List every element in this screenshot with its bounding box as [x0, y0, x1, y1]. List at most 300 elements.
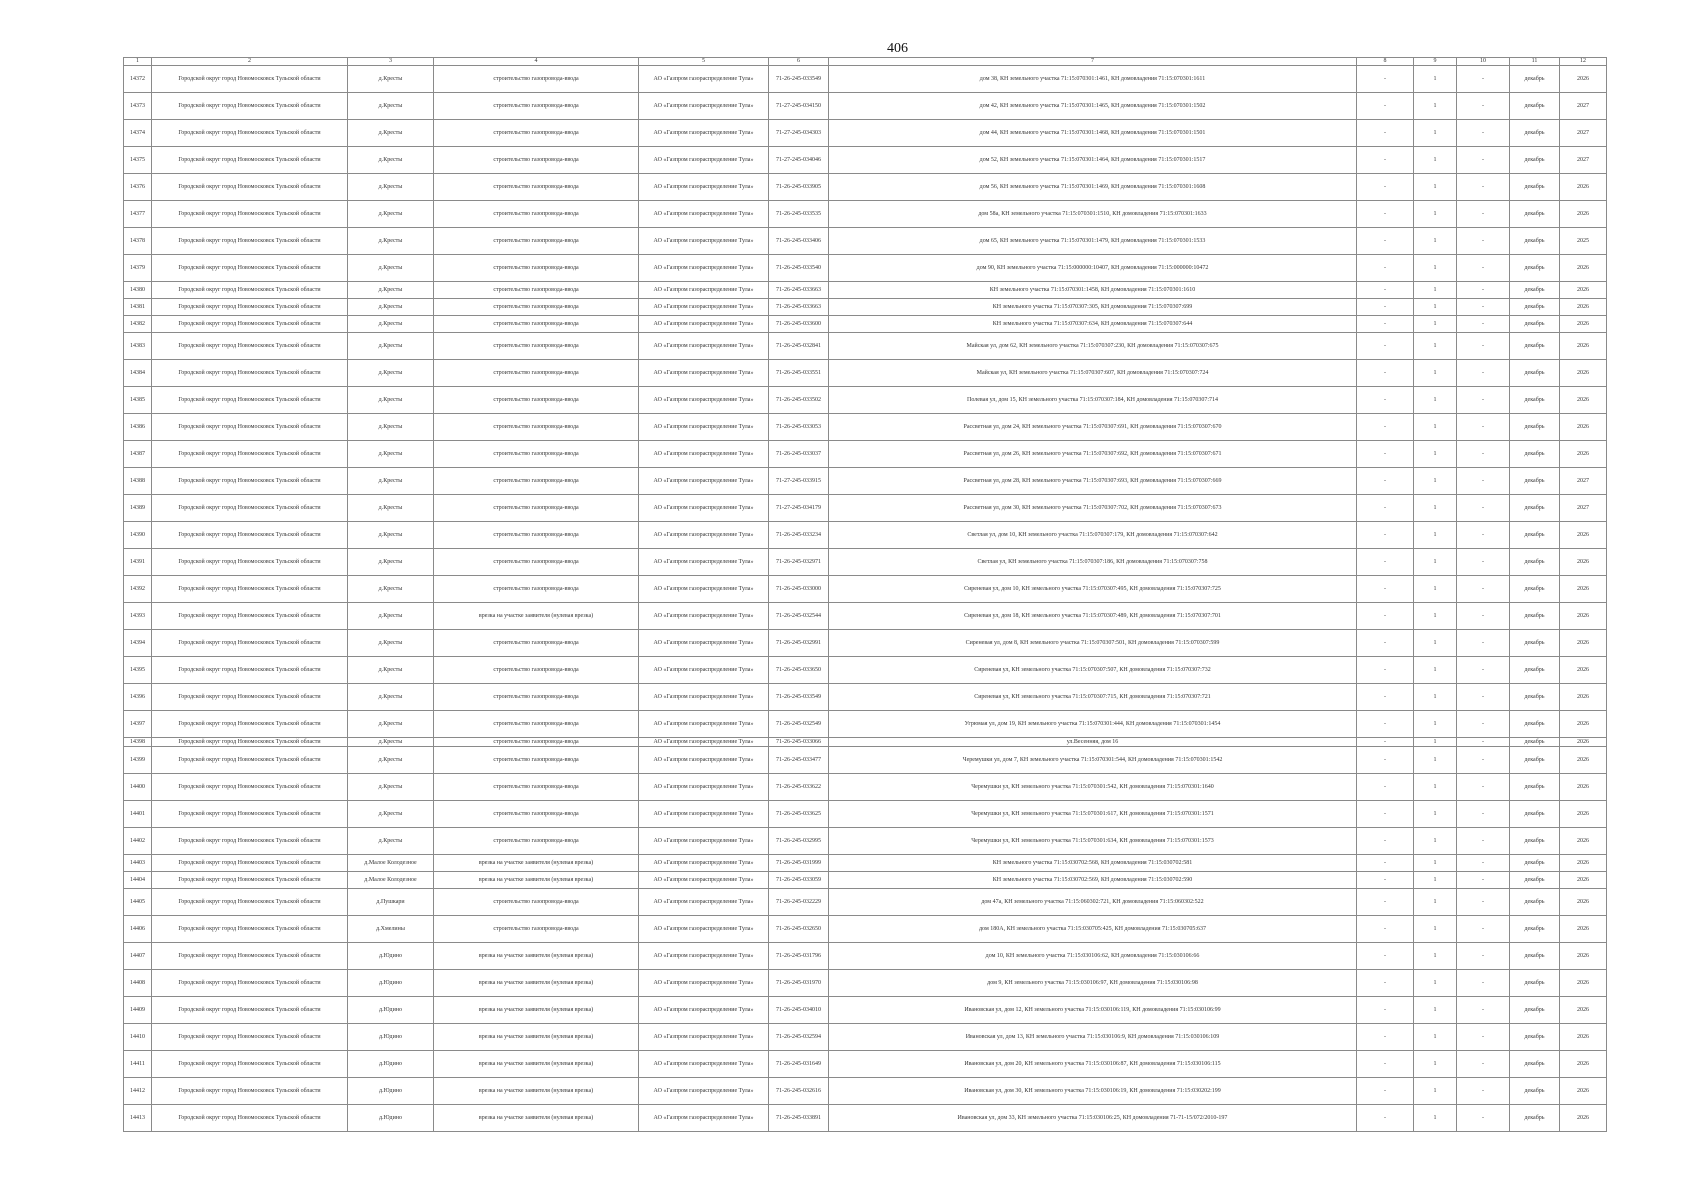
year-cell: 2026	[1560, 414, 1607, 441]
organization-cell: АО «Газпром газораспределение Тула»	[639, 997, 769, 1024]
row-number-cell: 14407	[124, 943, 152, 970]
col8-cell: -	[1357, 1105, 1414, 1132]
organization-cell: АО «Газпром газораспределение Тула»	[639, 828, 769, 855]
municipality-cell: Городской округ город Новомосковск Тульской области	[152, 943, 348, 970]
work-type-cell: строительство газопровода-ввода	[434, 228, 639, 255]
settlement-cell: д.Кресты	[348, 147, 434, 174]
quantity-cell: 1	[1414, 147, 1457, 174]
col8-cell: -	[1357, 93, 1414, 120]
organization-cell: АО «Газпром газораспределение Тула»	[639, 93, 769, 120]
table-row	[124, 316, 1607, 333]
col8-cell: -	[1357, 468, 1414, 495]
month-cell: декабрь	[1510, 120, 1560, 147]
year-cell: 2026	[1560, 333, 1607, 360]
quantity-cell: 1	[1414, 657, 1457, 684]
organization-cell: АО «Газпром газораспределение Тула»	[639, 360, 769, 387]
quantity-cell: 1	[1414, 576, 1457, 603]
organization-cell: АО «Газпром газораспределение Тула»	[639, 747, 769, 774]
organization-cell: АО «Газпром газораспределение Тула»	[639, 801, 769, 828]
month-cell: декабрь	[1510, 549, 1560, 576]
year-cell: 2026	[1560, 387, 1607, 414]
row-number-cell: 14375	[124, 147, 152, 174]
municipality-cell: Городской округ город Новомосковск Тульской области	[152, 916, 348, 943]
year-cell: 2026	[1560, 828, 1607, 855]
quantity-cell: 1	[1414, 522, 1457, 549]
year-cell: 2026	[1560, 576, 1607, 603]
quantity-cell: 1	[1414, 774, 1457, 801]
work-type-cell: врезка на участке заявителя (нулевая врезка)	[434, 855, 639, 872]
row-number-cell: 14401	[124, 801, 152, 828]
application-number-cell: 71-26-245-034010	[769, 997, 829, 1024]
settlement-cell: д.Кресты	[348, 255, 434, 282]
row-number-cell: 14378	[124, 228, 152, 255]
col8-cell: -	[1357, 495, 1414, 522]
table-row	[124, 872, 1607, 889]
application-number-cell: 71-26-245-033037	[769, 441, 829, 468]
organization-cell: АО «Газпром газораспределение Тула»	[639, 316, 769, 333]
work-type-cell: строительство газопровода-ввода	[434, 147, 639, 174]
row-number-cell: 14408	[124, 970, 152, 997]
row-number-cell: 14398	[124, 738, 152, 747]
quantity-cell: 1	[1414, 747, 1457, 774]
col8-cell: -	[1357, 333, 1414, 360]
table-row	[124, 657, 1607, 684]
table-row	[124, 414, 1607, 441]
month-cell: декабрь	[1510, 66, 1560, 93]
table-row	[124, 282, 1607, 299]
col10-cell: -	[1457, 333, 1510, 360]
application-number-cell: 71-26-245-033234	[769, 522, 829, 549]
municipality-cell: Городской округ город Новомосковск Тульской области	[152, 66, 348, 93]
col8-cell: -	[1357, 997, 1414, 1024]
month-cell: декабрь	[1510, 970, 1560, 997]
organization-cell: АО «Газпром газораспределение Тула»	[639, 228, 769, 255]
work-type-cell: строительство газопровода-ввода	[434, 299, 639, 316]
address-cell: Светлая ул, дом 10, КН земельного участка 71:15:070307:179, КН домовладения 71:15:070307:642	[829, 522, 1357, 549]
address-cell: дом 90, КН земельного участка 71:15:000000:10407, КН домовладения 71:15:000000:10472	[829, 255, 1357, 282]
col8-cell: -	[1357, 801, 1414, 828]
row-number-cell: 14382	[124, 316, 152, 333]
municipality-cell: Городской округ город Новомосковск Тульской области	[152, 299, 348, 316]
address-cell: дом 180А, КН земельного участка 71:15:030705:425, КН домовладения 71:15:030705:637	[829, 916, 1357, 943]
settlement-cell: д.Юдино	[348, 1078, 434, 1105]
address-cell: дом 42, КН земельного участка 71:15:070301:1465, КН домовладения 71:15:070301:1502	[829, 93, 1357, 120]
address-cell: Сиреневая ул, КН земельного участка 71:15:070307:507, КН домовладения 71:15:070307:732	[829, 657, 1357, 684]
settlement-cell: д.Пушкари	[348, 889, 434, 916]
quantity-cell: 1	[1414, 228, 1457, 255]
application-number-cell: 71-26-245-033066	[769, 738, 829, 747]
quantity-cell: 1	[1414, 441, 1457, 468]
col10-cell: -	[1457, 801, 1510, 828]
col10-cell: -	[1457, 916, 1510, 943]
address-cell: КН земельного участка 71:15:030702:569, КН домовладения 71:15:030702:590	[829, 872, 1357, 889]
month-cell: декабрь	[1510, 801, 1560, 828]
row-number-cell: 14399	[124, 747, 152, 774]
quantity-cell: 1	[1414, 630, 1457, 657]
col8-cell: -	[1357, 299, 1414, 316]
table-row	[124, 603, 1607, 630]
address-cell: Черемушки ул, дом 7, КН земельного участка 71:15:070301:544, КН домовладения 71:15:070301:1542	[829, 747, 1357, 774]
month-cell: декабрь	[1510, 738, 1560, 747]
application-number-cell: 71-26-245-033406	[769, 228, 829, 255]
month-cell: декабрь	[1510, 576, 1560, 603]
page-number: 406	[887, 41, 908, 56]
organization-cell: АО «Газпром газораспределение Тула»	[639, 120, 769, 147]
address-cell: Черемушки ул, КН земельного участка 71:15:070301:617, КН домовладения 71:15:070301:1571	[829, 801, 1357, 828]
table-row	[124, 828, 1607, 855]
quantity-cell: 1	[1414, 387, 1457, 414]
application-number-cell: 71-26-245-033891	[769, 1105, 829, 1132]
municipality-cell: Городской округ город Новомосковск Тульской области	[152, 747, 348, 774]
municipality-cell: Городской округ город Новомосковск Тульской области	[152, 801, 348, 828]
year-cell: 2026	[1560, 970, 1607, 997]
work-type-cell: строительство газопровода-ввода	[434, 360, 639, 387]
application-number-cell: 71-26-245-033535	[769, 201, 829, 228]
settlement-cell: д.Кресты	[348, 299, 434, 316]
col10-cell: -	[1457, 1105, 1510, 1132]
table-header	[124, 58, 1607, 66]
col8-cell: -	[1357, 174, 1414, 201]
organization-cell: АО «Газпром газораспределение Тула»	[639, 147, 769, 174]
year-cell: 2026	[1560, 549, 1607, 576]
col10-cell: -	[1457, 360, 1510, 387]
col8-cell: -	[1357, 872, 1414, 889]
table-row	[124, 997, 1607, 1024]
work-type-cell: строительство газопровода-ввода	[434, 201, 639, 228]
quantity-cell: 1	[1414, 1105, 1457, 1132]
organization-cell: АО «Газпром газораспределение Тула»	[639, 1024, 769, 1051]
col10-cell: -	[1457, 774, 1510, 801]
organization-cell: АО «Газпром газораспределение Тула»	[639, 1051, 769, 1078]
address-cell: КН земельного участка 71:15:070307:634, КН домовладения 71:15:070307:644	[829, 316, 1357, 333]
quantity-cell: 1	[1414, 801, 1457, 828]
application-number-cell: 71-27-245-034150	[769, 93, 829, 120]
municipality-cell: Городской округ город Новомосковск Тульской области	[152, 774, 348, 801]
month-cell: декабрь	[1510, 255, 1560, 282]
col8-cell: -	[1357, 120, 1414, 147]
application-number-cell: 71-26-245-033625	[769, 801, 829, 828]
table-row	[124, 711, 1607, 738]
row-number-cell: 14400	[124, 774, 152, 801]
organization-cell: АО «Газпром газораспределение Тула»	[639, 1105, 769, 1132]
application-number-cell: 71-26-245-033551	[769, 360, 829, 387]
table-row	[124, 387, 1607, 414]
col10-cell: -	[1457, 299, 1510, 316]
settlement-cell: д.Кресты	[348, 495, 434, 522]
table-row	[124, 774, 1607, 801]
address-cell: Майская ул, КН земельного участка 71:15:070307:607, КН домовладения 71:15:070307:724	[829, 360, 1357, 387]
col10-cell: -	[1457, 855, 1510, 872]
table-row	[124, 1105, 1607, 1132]
row-number-cell: 14412	[124, 1078, 152, 1105]
table-row	[124, 360, 1607, 387]
month-cell: декабрь	[1510, 828, 1560, 855]
settlement-cell: д.Юдино	[348, 997, 434, 1024]
row-number-cell: 14386	[124, 414, 152, 441]
column-header-9: 9	[1414, 58, 1457, 66]
quantity-cell: 1	[1414, 174, 1457, 201]
column-header-11: 11	[1510, 58, 1560, 66]
col10-cell: -	[1457, 889, 1510, 916]
work-type-cell: строительство газопровода-ввода	[434, 549, 639, 576]
month-cell: декабрь	[1510, 657, 1560, 684]
municipality-cell: Городской округ город Новомосковск Тульской области	[152, 495, 348, 522]
work-type-cell: строительство газопровода-ввода	[434, 711, 639, 738]
organization-cell: АО «Газпром газораспределение Тула»	[639, 738, 769, 747]
municipality-cell: Городской округ город Новомосковск Тульской области	[152, 711, 348, 738]
col10-cell: -	[1457, 1024, 1510, 1051]
month-cell: декабрь	[1510, 603, 1560, 630]
settlement-cell: д.Кресты	[348, 282, 434, 299]
settlement-cell: д.Кресты	[348, 747, 434, 774]
year-cell: 2025	[1560, 228, 1607, 255]
quantity-cell: 1	[1414, 468, 1457, 495]
settlement-cell: д.Кресты	[348, 711, 434, 738]
work-type-cell: строительство газопровода-ввода	[434, 93, 639, 120]
table-row	[124, 576, 1607, 603]
work-type-cell: строительство газопровода-ввода	[434, 916, 639, 943]
col10-cell: -	[1457, 1051, 1510, 1078]
quantity-cell: 1	[1414, 255, 1457, 282]
work-type-cell: строительство газопровода-ввода	[434, 120, 639, 147]
col10-cell: -	[1457, 738, 1510, 747]
application-number-cell: 71-27-245-033915	[769, 468, 829, 495]
month-cell: декабрь	[1510, 943, 1560, 970]
work-type-cell: строительство газопровода-ввода	[434, 801, 639, 828]
year-cell: 2026	[1560, 774, 1607, 801]
year-cell: 2026	[1560, 603, 1607, 630]
settlement-cell: д.Юдино	[348, 943, 434, 970]
row-number-cell: 14374	[124, 120, 152, 147]
municipality-cell: Городской округ город Новомосковск Тульской области	[152, 174, 348, 201]
quantity-cell: 1	[1414, 1051, 1457, 1078]
settlement-cell: д.Кресты	[348, 333, 434, 360]
year-cell: 2026	[1560, 738, 1607, 747]
work-type-cell: строительство газопровода-ввода	[434, 333, 639, 360]
municipality-cell: Городской округ город Новомосковск Тульской области	[152, 333, 348, 360]
col10-cell: -	[1457, 522, 1510, 549]
month-cell: декабрь	[1510, 441, 1560, 468]
col8-cell: -	[1357, 747, 1414, 774]
row-number-cell: 14377	[124, 201, 152, 228]
settlement-cell: д.Кресты	[348, 657, 434, 684]
municipality-cell: Городской округ город Новомосковск Тульской области	[152, 201, 348, 228]
address-cell: Ивановская ул, дом 13, КН земельного участка 71:15:030106:9, КН домовладения 71:15:030106:109	[829, 1024, 1357, 1051]
municipality-cell: Городской округ город Новомосковск Тульской области	[152, 255, 348, 282]
row-number-cell: 14387	[124, 441, 152, 468]
work-type-cell: строительство газопровода-ввода	[434, 522, 639, 549]
settlement-cell: д.Кресты	[348, 316, 434, 333]
year-cell: 2026	[1560, 711, 1607, 738]
row-number-cell: 14379	[124, 255, 152, 282]
organization-cell: АО «Газпром газораспределение Тула»	[639, 657, 769, 684]
organization-cell: АО «Газпром газораспределение Тула»	[639, 66, 769, 93]
application-number-cell: 71-26-245-032841	[769, 333, 829, 360]
quantity-cell: 1	[1414, 201, 1457, 228]
settlement-cell: д.Юдино	[348, 1051, 434, 1078]
work-type-cell: врезка на участке заявителя (нулевая врезка)	[434, 872, 639, 889]
address-cell: Ивановская ул, дом 20, КН земельного участка 71:15:030106:87, КН домовладения 71:15:030106:115	[829, 1051, 1357, 1078]
col10-cell: -	[1457, 66, 1510, 93]
application-number-cell: 71-26-245-031999	[769, 855, 829, 872]
col8-cell: -	[1357, 738, 1414, 747]
application-number-cell: 71-26-245-032995	[769, 828, 829, 855]
table-row	[124, 916, 1607, 943]
table-row	[124, 970, 1607, 997]
col8-cell: -	[1357, 282, 1414, 299]
address-cell: дом 44, КН земельного участка 71:15:070301:1468, КН домовладения 71:15:070301:1501	[829, 120, 1357, 147]
col8-cell: -	[1357, 774, 1414, 801]
application-number-cell: 71-27-245-034303	[769, 120, 829, 147]
month-cell: декабрь	[1510, 997, 1560, 1024]
col10-cell: -	[1457, 997, 1510, 1024]
month-cell: декабрь	[1510, 711, 1560, 738]
year-cell: 2026	[1560, 1024, 1607, 1051]
row-number-cell: 14393	[124, 603, 152, 630]
col10-cell: -	[1457, 147, 1510, 174]
table-row	[124, 495, 1607, 522]
year-cell: 2026	[1560, 889, 1607, 916]
address-cell: Майская ул, дом 62, КН земельного участка 71:15:070307:230, КН домовладения 71:15:070307:675	[829, 333, 1357, 360]
col8-cell: -	[1357, 603, 1414, 630]
col8-cell: -	[1357, 889, 1414, 916]
row-number-cell: 14389	[124, 495, 152, 522]
col10-cell: -	[1457, 630, 1510, 657]
year-cell: 2026	[1560, 872, 1607, 889]
quantity-cell: 1	[1414, 603, 1457, 630]
work-type-cell: строительство газопровода-ввода	[434, 174, 639, 201]
settlement-cell: д.Кресты	[348, 576, 434, 603]
table-row	[124, 333, 1607, 360]
work-type-cell: строительство газопровода-ввода	[434, 747, 639, 774]
quantity-cell: 1	[1414, 333, 1457, 360]
quantity-cell: 1	[1414, 684, 1457, 711]
settlement-cell: д.Кресты	[348, 603, 434, 630]
organization-cell: АО «Газпром газораспределение Тула»	[639, 174, 769, 201]
col10-cell: -	[1457, 316, 1510, 333]
col8-cell: -	[1357, 1078, 1414, 1105]
row-number-cell: 14395	[124, 657, 152, 684]
settlement-cell: д.Кресты	[348, 549, 434, 576]
year-cell: 2026	[1560, 943, 1607, 970]
month-cell: декабрь	[1510, 201, 1560, 228]
col10-cell: -	[1457, 468, 1510, 495]
organization-cell: АО «Газпром газораспределение Тула»	[639, 630, 769, 657]
work-type-cell: врезка на участке заявителя (нулевая врезка)	[434, 1078, 639, 1105]
year-cell: 2027	[1560, 495, 1607, 522]
month-cell: декабрь	[1510, 147, 1560, 174]
work-type-cell: строительство газопровода-ввода	[434, 630, 639, 657]
col8-cell: -	[1357, 855, 1414, 872]
row-number-cell: 14372	[124, 66, 152, 93]
organization-cell: АО «Газпром газораспределение Тула»	[639, 299, 769, 316]
quantity-cell: 1	[1414, 738, 1457, 747]
municipality-cell: Городской округ город Новомосковск Тульской области	[152, 1105, 348, 1132]
row-number-cell: 14391	[124, 549, 152, 576]
col10-cell: -	[1457, 174, 1510, 201]
application-number-cell: 71-26-245-032616	[769, 1078, 829, 1105]
address-cell: дом 9, КН земельного участка 71:15:030106:97, КН домовладения 71:15:030106:98	[829, 970, 1357, 997]
col8-cell: -	[1357, 1024, 1414, 1051]
row-number-cell: 14384	[124, 360, 152, 387]
settlement-cell: д.Юдино	[348, 1024, 434, 1051]
organization-cell: АО «Газпром газораспределение Тула»	[639, 282, 769, 299]
address-cell: Сиреневая ул, дом 18, КН земельного участка 71:15:070307:489, КН домовладения 71:15:070307:701	[829, 603, 1357, 630]
table-row	[124, 630, 1607, 657]
col8-cell: -	[1357, 711, 1414, 738]
work-type-cell: строительство газопровода-ввода	[434, 657, 639, 684]
application-number-cell: 71-26-245-032594	[769, 1024, 829, 1051]
month-cell: декабрь	[1510, 1051, 1560, 1078]
year-cell: 2026	[1560, 360, 1607, 387]
municipality-cell: Городской округ город Новомосковск Тульской области	[152, 147, 348, 174]
year-cell: 2026	[1560, 201, 1607, 228]
municipality-cell: Городской округ город Новомосковск Тульской области	[152, 872, 348, 889]
table-row	[124, 855, 1607, 872]
address-cell: Ивановская ул, дом 33, КН земельного участка 71:15:030106:25, КН домовладения 71-71-15/072/2010-197	[829, 1105, 1357, 1132]
year-cell: 2027	[1560, 120, 1607, 147]
month-cell: декабрь	[1510, 1024, 1560, 1051]
month-cell: декабрь	[1510, 774, 1560, 801]
row-number-cell: 14392	[124, 576, 152, 603]
settlement-cell: д.Кресты	[348, 828, 434, 855]
address-cell: КН земельного участка 71:15:070307:305, КН домовладения 71:15:070307:699	[829, 299, 1357, 316]
quantity-cell: 1	[1414, 549, 1457, 576]
col8-cell: -	[1357, 387, 1414, 414]
settlement-cell: д.Кресты	[348, 441, 434, 468]
year-cell: 2026	[1560, 997, 1607, 1024]
municipality-cell: Городской округ город Новомосковск Тульской области	[152, 828, 348, 855]
municipality-cell: Городской округ город Новомосковск Тульской области	[152, 1051, 348, 1078]
municipality-cell: Городской округ город Новомосковск Тульской области	[152, 997, 348, 1024]
table-row	[124, 174, 1607, 201]
municipality-cell: Городской округ город Новомосковск Тульской области	[152, 228, 348, 255]
municipality-cell: Городской округ город Новомосковск Тульской области	[152, 1078, 348, 1105]
settlement-cell: д.Кресты	[348, 468, 434, 495]
work-type-cell: строительство газопровода-ввода	[434, 316, 639, 333]
settlement-cell: д.Кресты	[348, 66, 434, 93]
work-type-cell: строительство газопровода-ввода	[434, 828, 639, 855]
table-row	[124, 1024, 1607, 1051]
row-number-cell: 14403	[124, 855, 152, 872]
municipality-cell: Городской округ город Новомосковск Тульской области	[152, 549, 348, 576]
row-number-cell: 14410	[124, 1024, 152, 1051]
table-body	[124, 66, 1607, 1132]
month-cell: декабрь	[1510, 495, 1560, 522]
address-cell: дом 58а, КН земельного участка 71:15:070301:1510, КН домовладения 71:15:070301:1633	[829, 201, 1357, 228]
organization-cell: АО «Газпром газораспределение Тула»	[639, 495, 769, 522]
table-row	[124, 441, 1607, 468]
quantity-cell: 1	[1414, 414, 1457, 441]
application-number-cell: 71-26-245-033622	[769, 774, 829, 801]
settlement-cell: д.Кресты	[348, 120, 434, 147]
work-type-cell: строительство газопровода-ввода	[434, 684, 639, 711]
municipality-cell: Городской округ город Новомосковск Тульской области	[152, 414, 348, 441]
column-header-12: 12	[1560, 58, 1607, 66]
column-number-row	[124, 58, 1607, 66]
quantity-cell: 1	[1414, 93, 1457, 120]
quantity-cell: 1	[1414, 316, 1457, 333]
year-cell: 2026	[1560, 1051, 1607, 1078]
col8-cell: -	[1357, 1051, 1414, 1078]
address-cell: Черемушки ул, КН земельного участка 71:15:070301:634, КН домовладения 71:15:070301:1573	[829, 828, 1357, 855]
organization-cell: АО «Газпром газораспределение Тула»	[639, 201, 769, 228]
settlement-cell: д.Кресты	[348, 387, 434, 414]
work-type-cell: строительство газопровода-ввода	[434, 774, 639, 801]
row-number-cell: 14396	[124, 684, 152, 711]
column-header-10: 10	[1457, 58, 1510, 66]
col8-cell: -	[1357, 970, 1414, 997]
